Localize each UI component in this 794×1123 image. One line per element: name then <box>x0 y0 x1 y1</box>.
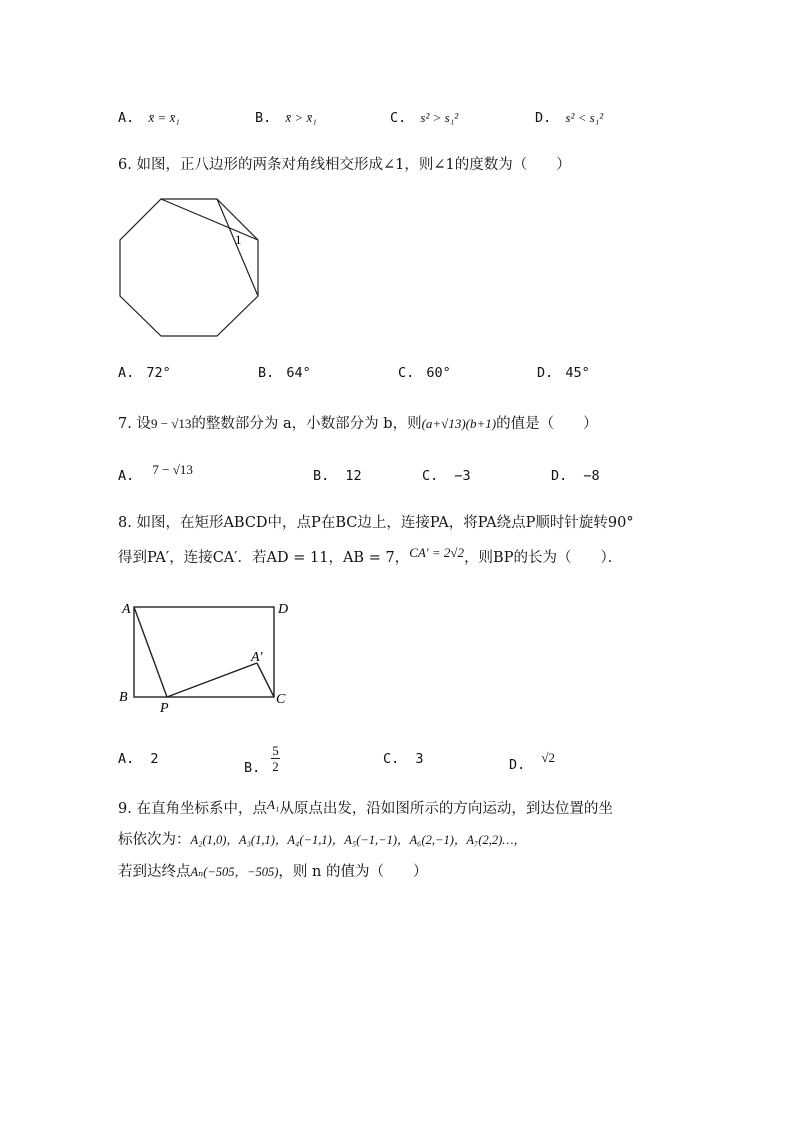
q7-option-b-letter: B. <box>313 468 330 484</box>
q5-option-d-expr: s² < s₁² <box>565 110 604 125</box>
q7-option-c-letter: C. <box>422 468 439 484</box>
q8-line2-expr: CA′ = 2√2 <box>409 545 465 560</box>
q7-stem-expr1: 9 − √13 <box>150 416 192 431</box>
q6-option-c <box>398 365 451 381</box>
q7-option-c-value: −3 <box>454 468 471 484</box>
q6-option-b-value: 64° <box>286 365 311 381</box>
q7-option-b <box>313 468 362 484</box>
label-p: P <box>160 701 169 715</box>
q7-option-a-value: 7 − √13 <box>152 462 193 477</box>
label-a-prime: A′ <box>251 650 263 665</box>
q5-option-a <box>118 110 180 126</box>
q7-option-d <box>551 468 600 484</box>
q5-option-d-letter: D. <box>535 110 552 126</box>
q9-stem-line2 <box>118 830 526 850</box>
q8-option-c <box>383 751 424 767</box>
segment-pa-prime <box>167 663 257 697</box>
q9-line2-a: 标依次为： <box>118 832 191 848</box>
q6-option-c-value: 60° <box>426 365 451 381</box>
label-b: B <box>119 690 128 705</box>
q9-line3-a: 若到达终点 <box>118 864 191 880</box>
q8-stem-line1: 8. 如图，在矩形ABCD中，点P在BC边上，连接PA，将PA绕点P顺时针旋转90° <box>118 515 634 531</box>
q5-option-c <box>390 110 458 126</box>
q6-option-a <box>118 365 171 381</box>
q8-option-a <box>118 751 159 767</box>
q9-line2-points: A₂(1,0)，A₃(1,1)，A₄(−1,1)，A₅(−1,−1)，A₆(2,−1)，A₇(2,2)…， <box>190 833 526 847</box>
q7-option-a-letter: A. <box>118 468 135 484</box>
q8-option-d <box>509 750 556 773</box>
q7-stem-prefix: 7. 设 <box>118 416 151 432</box>
diagonal-2 <box>217 199 258 296</box>
q6-option-a-value: 72° <box>146 365 171 381</box>
segment-ca-prime <box>257 663 274 697</box>
segment-pa <box>134 607 167 697</box>
q8-option-d-letter: D. <box>509 757 526 773</box>
label-d: D <box>278 602 289 617</box>
q5-option-b-letter: B. <box>255 110 272 126</box>
q8-option-b-denominator: 2 <box>272 759 279 774</box>
q8-line2-a: 得到PA′，连接CA′．若AD = 11，AB = 7， <box>118 550 410 566</box>
q7-stem-suffix: 的值是（ ） <box>496 416 598 432</box>
q6-option-a-letter: A. <box>118 365 135 381</box>
q5-option-c-expr: s² > s₁² <box>420 110 459 125</box>
angle-1-label: 1 <box>235 232 242 247</box>
q8-option-d-value: √2 <box>541 750 556 765</box>
q9-stem-line3 <box>118 862 427 882</box>
q8-option-b-fraction <box>271 744 280 773</box>
diagonal-1 <box>161 199 258 240</box>
q5-option-d <box>535 110 603 126</box>
q8-option-a-value: 2 <box>150 751 159 767</box>
q8-option-a-letter: A. <box>118 751 135 767</box>
q6-option-c-letter: C. <box>398 365 415 381</box>
q8-line2-b: ，则BP的长为（ ）． <box>464 550 623 566</box>
q6-stem: 6. 如图，正八边形的两条对角线相交形成∠1，则∠1的度数为（ ） <box>118 157 571 173</box>
q7-stem-expr2: (a+√13)(b+1) <box>421 416 497 431</box>
q7-option-d-value: −8 <box>583 468 600 484</box>
octagon-outline <box>120 199 258 336</box>
label-c: C <box>276 692 286 707</box>
q8-option-b-numerator: 5 <box>272 743 279 758</box>
q9-line3-point: Aₙ(−505，−505) <box>190 865 279 879</box>
q5-option-a-letter: A. <box>118 110 135 126</box>
q6-octagon-figure <box>110 190 270 340</box>
q5-option-c-letter: C. <box>390 110 407 126</box>
q8-option-c-value: 3 <box>415 751 424 767</box>
q8-stem-line2 <box>118 545 623 568</box>
q7-option-a <box>118 462 193 484</box>
q9-line3-b: ，则 n 的值为（ ） <box>278 864 428 880</box>
q6-option-d-letter: D. <box>537 365 554 381</box>
q5-option-a-expr: x̄ = x̄₁ <box>148 110 180 125</box>
q9-line1-point: A₁ <box>266 797 280 812</box>
q7-stem <box>118 414 598 434</box>
q6-option-b <box>258 365 311 381</box>
q7-option-b-value: 12 <box>345 468 362 484</box>
q7-option-d-letter: D. <box>551 468 568 484</box>
q7-stem-mid: 的整数部分为 a，小数部分为 b，则 <box>191 416 422 432</box>
q6-option-b-letter: B. <box>258 365 275 381</box>
label-a: A <box>122 602 131 617</box>
q9-line1-a: 9. 在直角坐标系中，点 <box>118 801 267 817</box>
q5-option-b-expr: x̄ > x̄₁ <box>285 110 317 125</box>
q9-stem-line1 <box>118 799 613 819</box>
q8-option-b-letter: B. <box>244 760 261 776</box>
q5-option-b <box>255 110 317 126</box>
q8-rectangle-figure <box>112 595 297 715</box>
q9-line1-b: 从原点出发，沿如图所示的方向运动，到达位置的坐 <box>279 801 613 817</box>
q6-option-d-value: 45° <box>565 365 590 381</box>
q7-option-c <box>422 468 471 484</box>
q6-option-d <box>537 365 590 381</box>
q8-option-c-letter: C. <box>383 751 400 767</box>
